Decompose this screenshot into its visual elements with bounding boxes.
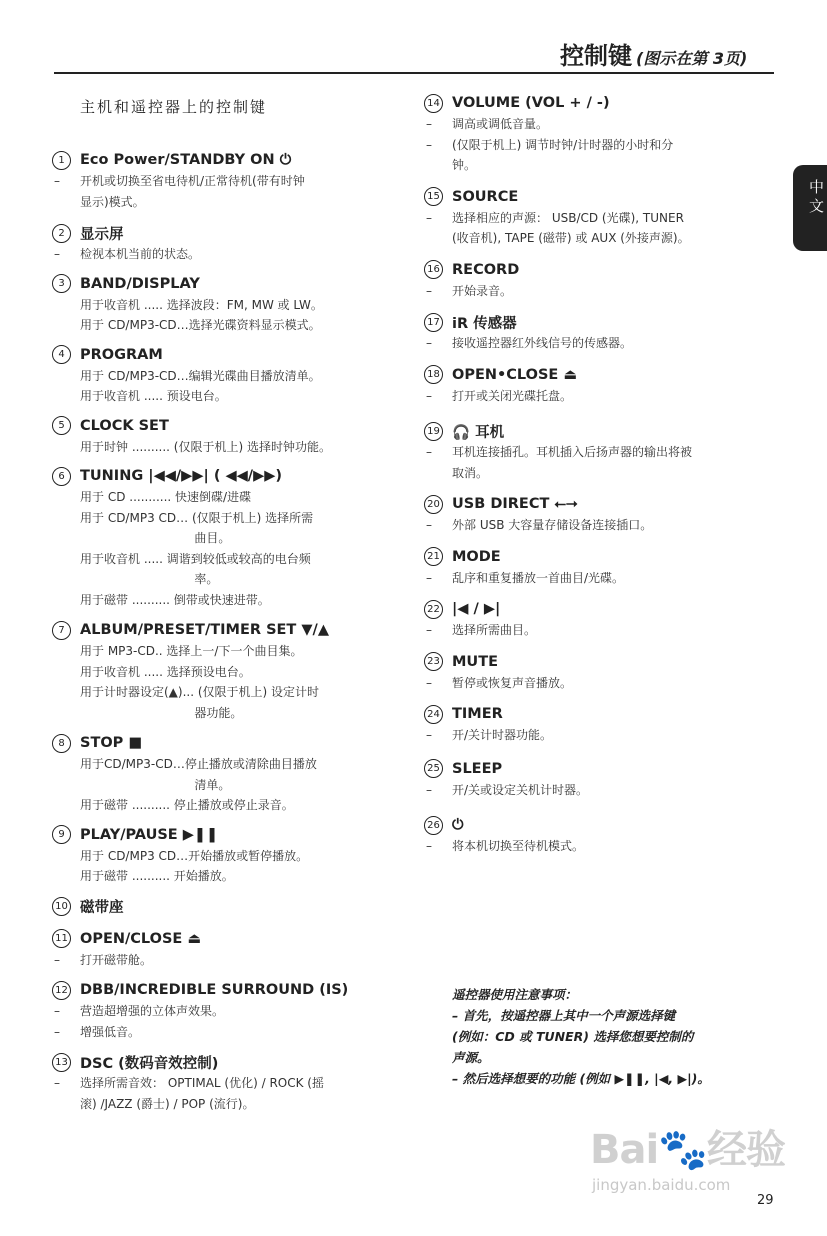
control-item-description bbox=[424, 114, 784, 176]
description-text: 曲目。 bbox=[80, 531, 231, 545]
description-text: 器功能。 bbox=[80, 705, 243, 720]
control-item-description bbox=[52, 437, 402, 458]
left-column bbox=[52, 96, 402, 1114]
control-item-name: 🎧 耳机 bbox=[452, 424, 505, 441]
control-item-description bbox=[424, 725, 784, 746]
control-item-title bbox=[52, 896, 402, 918]
item-number-badge: 13 bbox=[52, 1053, 71, 1072]
control-item-description bbox=[52, 244, 402, 265]
bullet-dash: – bbox=[54, 247, 60, 261]
watermark-logo: Bai🐾经验 bbox=[590, 1127, 786, 1173]
control-item-name: Eco Power/STANDBY ON ⏻ bbox=[80, 152, 292, 168]
description-text: 用于磁带 .......... 停止播放或停止录音。 bbox=[80, 798, 294, 812]
description-line bbox=[52, 641, 402, 662]
description-line bbox=[52, 437, 402, 458]
description-text: 调高或调低音量。 bbox=[452, 117, 549, 131]
control-item bbox=[424, 758, 784, 801]
section-title: 主机和遥控器上的控制键 bbox=[80, 98, 268, 116]
description-line bbox=[424, 780, 784, 801]
description-line bbox=[424, 155, 784, 176]
control-item-description bbox=[52, 754, 402, 816]
control-item-description bbox=[424, 673, 784, 694]
control-item-title bbox=[424, 186, 784, 208]
control-item-description bbox=[424, 620, 784, 641]
description-line bbox=[52, 295, 402, 316]
control-item-name: 显示屏 bbox=[80, 226, 124, 243]
control-item bbox=[424, 92, 784, 176]
control-item bbox=[52, 928, 402, 971]
remote-note-line: (例如：CD 或 TUNER) 选择您想要控制的 bbox=[452, 1029, 694, 1044]
item-number-badge: 25 bbox=[424, 759, 443, 778]
bullet-dash: – bbox=[426, 117, 432, 131]
control-item-name: PLAY/PAUSE ▶❚❚ bbox=[80, 826, 219, 843]
description-line bbox=[52, 754, 402, 775]
description-line bbox=[52, 590, 402, 611]
item-number-badge: 21 bbox=[424, 547, 443, 566]
description-line bbox=[52, 1001, 402, 1022]
control-item-title bbox=[424, 92, 784, 114]
description-line bbox=[424, 620, 784, 641]
description-line bbox=[424, 208, 784, 229]
control-item bbox=[52, 1051, 402, 1114]
header-subtitle: (图示在第 3页) bbox=[636, 49, 748, 68]
bullet-dash: – bbox=[426, 782, 432, 797]
description-text: 选择所需曲目。 bbox=[452, 623, 537, 637]
description-text: 用于 MP3-CD.. 选择上一/下一个曲目集。 bbox=[80, 644, 303, 658]
description-text: 用于磁带 .......... 开始播放。 bbox=[80, 869, 234, 883]
item-number-badge: 2 bbox=[52, 224, 71, 243]
description-text: 用于 CD ........... 快速倒碟/进碟 bbox=[80, 490, 252, 504]
left-item-list bbox=[52, 149, 402, 1114]
control-item-title bbox=[424, 546, 784, 568]
control-item-description bbox=[424, 442, 784, 483]
remote-note-line: – 首先，按遥控器上其中一个声源选择键 bbox=[452, 1008, 676, 1023]
item-number-badge: 15 bbox=[424, 187, 443, 206]
control-item-name: BAND/DISPLAY bbox=[80, 275, 200, 292]
description-text: 用于 CD/MP3 CD… (仅限于机上) 选择所需 bbox=[80, 510, 314, 525]
item-number-badge: 19 bbox=[424, 422, 443, 441]
item-number-badge: 5 bbox=[52, 416, 71, 435]
bullet-dash: – bbox=[426, 210, 432, 225]
description-line bbox=[52, 703, 402, 724]
control-item-name: ALBUM/PRESET/TIMER SET ▼/▲ bbox=[80, 622, 329, 638]
control-item-title bbox=[52, 465, 402, 487]
description-line bbox=[52, 192, 402, 213]
description-line bbox=[424, 673, 784, 694]
description-text: 用于 CD/MP3-CD…编辑光碟曲目播放清单。 bbox=[80, 368, 321, 383]
control-item-title bbox=[52, 222, 402, 244]
control-item bbox=[52, 896, 402, 918]
description-line bbox=[424, 114, 784, 135]
control-item bbox=[52, 732, 402, 816]
control-item-title bbox=[52, 273, 402, 295]
remote-note-line: 遥控器使用注意事项： bbox=[452, 987, 578, 1002]
control-item-description bbox=[424, 780, 784, 801]
description-text: 用于收音机 ..... 选择波段：FM, MW 或 LW。 bbox=[80, 297, 323, 312]
description-line bbox=[424, 442, 784, 463]
description-text: 滚) /JAZZ (爵士) / POP (流行)。 bbox=[80, 1096, 255, 1111]
item-number-badge: 6 bbox=[52, 467, 71, 486]
control-item-title bbox=[424, 420, 784, 442]
description-text: 检视本机当前的状态。 bbox=[80, 247, 201, 261]
bullet-dash: – bbox=[426, 445, 432, 459]
description-text: 用于收音机 ..... 选择预设电台。 bbox=[80, 664, 251, 679]
control-item-name: MUTE bbox=[452, 653, 498, 670]
control-item-name: MODE bbox=[452, 548, 501, 565]
control-item bbox=[52, 979, 402, 1042]
item-number-badge: 8 bbox=[52, 734, 71, 753]
control-item-name: SLEEP bbox=[452, 760, 503, 777]
control-item-name: VOLUME (VOL + / -) bbox=[452, 95, 610, 111]
control-item-name: DBB/INCREDIBLE SURROUND (IS) bbox=[80, 982, 349, 998]
bullet-dash: – bbox=[426, 137, 432, 152]
item-number-badge: 1 bbox=[52, 151, 71, 170]
bullet-dash: – bbox=[426, 623, 432, 637]
description-text: 接收遥控器红外线信号的传感器。 bbox=[452, 336, 633, 350]
control-item bbox=[424, 420, 784, 483]
control-item bbox=[424, 311, 784, 354]
description-line bbox=[424, 515, 784, 536]
control-item bbox=[424, 186, 784, 249]
control-item bbox=[52, 273, 402, 336]
description-line bbox=[52, 1094, 402, 1115]
description-text: 用于计时器设定(▲)... (仅限于机上) 设定计时 bbox=[80, 685, 320, 699]
item-number-badge: 22 bbox=[424, 600, 443, 619]
control-item-name: iR 传感器 bbox=[452, 315, 517, 332]
description-line bbox=[424, 228, 784, 249]
description-line bbox=[52, 682, 402, 703]
page-number: 29 bbox=[757, 1193, 774, 1208]
page-header bbox=[560, 36, 747, 71]
description-text: 用于收音机 ..... 调谐到较低或较高的电台频 bbox=[80, 551, 311, 566]
control-item-name: ⏻ bbox=[452, 817, 464, 833]
item-number-badge: 24 bbox=[424, 705, 443, 724]
description-text: 增强低音。 bbox=[80, 1024, 141, 1039]
control-item-description bbox=[52, 1001, 402, 1042]
description-text: 打开磁带舱。 bbox=[80, 952, 153, 967]
item-number-badge: 14 bbox=[424, 94, 443, 113]
control-item bbox=[424, 364, 784, 407]
control-item-description bbox=[52, 366, 402, 407]
bullet-dash: – bbox=[54, 952, 60, 967]
control-item-title bbox=[424, 311, 784, 333]
description-text: 清单。 bbox=[80, 777, 231, 792]
control-item-description bbox=[52, 171, 402, 212]
control-item-title bbox=[52, 824, 402, 846]
item-number-badge: 16 bbox=[424, 260, 443, 279]
description-line bbox=[52, 775, 402, 796]
description-text: 用于 CD/MP3-CD…选择光碟资料显示模式。 bbox=[80, 318, 321, 332]
description-text: 暂停或恢复声音播放。 bbox=[452, 675, 573, 690]
item-number-badge: 26 bbox=[424, 816, 443, 835]
description-line bbox=[52, 487, 402, 508]
control-item-name: TIMER bbox=[452, 706, 503, 722]
item-number-badge: 20 bbox=[424, 495, 443, 514]
description-text: 开机或切换至省电待机/正常待机(带有时钟 bbox=[80, 174, 305, 188]
description-line bbox=[52, 662, 402, 683]
item-number-badge: 17 bbox=[424, 313, 443, 332]
item-number-badge: 11 bbox=[52, 929, 71, 948]
bullet-dash: – bbox=[426, 388, 432, 403]
item-number-badge: 23 bbox=[424, 652, 443, 671]
bullet-dash: – bbox=[426, 283, 432, 298]
description-text: 用于收音机 ..... 预设电台。 bbox=[80, 389, 227, 403]
control-item-description bbox=[52, 641, 402, 723]
control-item-name: 磁带座 bbox=[80, 900, 124, 916]
bullet-dash: – bbox=[426, 839, 432, 853]
remote-note-line: 声源。 bbox=[452, 1050, 490, 1065]
control-item-title bbox=[52, 344, 402, 366]
bullet-dash: – bbox=[426, 675, 432, 690]
control-item bbox=[424, 259, 784, 302]
language-tab-label: 中文 bbox=[807, 179, 825, 217]
description-text: 耳机连接插孔。耳机插入后扬声器的输出将被 bbox=[452, 445, 693, 459]
control-item-name: CLOCK SET bbox=[80, 417, 169, 434]
right-column bbox=[424, 92, 784, 857]
description-text: 打开或关闭光碟托盘。 bbox=[452, 388, 573, 403]
control-item-name: STOP ■ bbox=[80, 735, 143, 751]
description-line bbox=[424, 463, 784, 484]
description-text: (收音机), TAPE (磁带) 或 AUX (外接声源)。 bbox=[452, 231, 690, 245]
control-item-title bbox=[424, 598, 784, 620]
control-item-name: |◀ / ▶| bbox=[452, 601, 501, 617]
control-item bbox=[52, 619, 402, 723]
description-text: 营造超增强的立体声效果。 bbox=[80, 1004, 225, 1018]
control-item bbox=[52, 824, 402, 887]
control-item bbox=[424, 703, 784, 746]
control-item bbox=[52, 149, 402, 212]
control-item-title bbox=[52, 149, 402, 171]
description-text: 将本机切换至待机模式。 bbox=[452, 839, 585, 853]
description-line bbox=[52, 846, 402, 867]
bullet-dash: – bbox=[426, 518, 432, 532]
description-text: 用于时钟 .......... (仅限于机上) 选择时钟功能。 bbox=[80, 439, 331, 454]
item-number-badge: 7 bbox=[52, 621, 71, 640]
bullet-dash: – bbox=[54, 1076, 60, 1090]
description-line bbox=[52, 1022, 402, 1043]
right-item-list bbox=[424, 92, 784, 857]
control-item-description bbox=[424, 836, 784, 857]
control-item-name: OPEN•CLOSE ⏏ bbox=[452, 366, 578, 383]
description-text: 率。 bbox=[80, 572, 219, 586]
control-item-title bbox=[52, 1051, 402, 1073]
control-item-description bbox=[424, 281, 784, 302]
control-item-description bbox=[52, 950, 402, 971]
description-line bbox=[52, 795, 402, 816]
control-item bbox=[424, 493, 784, 536]
language-tab bbox=[793, 165, 827, 251]
item-number-badge: 12 bbox=[52, 981, 71, 1000]
bullet-dash: – bbox=[54, 1024, 60, 1039]
remote-note-line: – 然后选择想要的功能 (例如 ▶❚❚, |◀, ▶|)。 bbox=[452, 1071, 710, 1086]
description-text: 钟。 bbox=[452, 158, 477, 172]
description-line bbox=[424, 281, 784, 302]
control-item-title bbox=[424, 651, 784, 673]
description-line bbox=[424, 333, 784, 354]
description-text: 用于CD/MP3-CD…停止播放或清除曲目播放 bbox=[80, 757, 317, 771]
control-item-description bbox=[424, 333, 784, 354]
description-text: 开始录音。 bbox=[452, 283, 513, 298]
control-item-title bbox=[424, 758, 784, 780]
bullet-dash: – bbox=[54, 1004, 60, 1018]
description-line bbox=[424, 568, 784, 589]
control-item-description bbox=[52, 487, 402, 610]
description-line bbox=[52, 508, 402, 529]
control-item-title bbox=[424, 493, 784, 515]
item-number-badge: 9 bbox=[52, 825, 71, 844]
control-item-title bbox=[424, 364, 784, 386]
bullet-dash: – bbox=[426, 336, 432, 350]
description-line bbox=[52, 549, 402, 570]
control-item-description bbox=[52, 1073, 402, 1114]
control-item-title bbox=[424, 259, 784, 281]
control-item-title bbox=[424, 814, 784, 836]
control-item bbox=[424, 651, 784, 694]
control-item-title bbox=[52, 979, 402, 1001]
description-line bbox=[52, 528, 402, 549]
description-line bbox=[424, 725, 784, 746]
description-text: 乱序和重复播放一首曲目/光碟。 bbox=[452, 570, 625, 585]
control-item-title bbox=[52, 732, 402, 754]
description-line bbox=[52, 171, 402, 192]
control-item-description bbox=[424, 568, 784, 589]
description-text: 选择相应的声源： USB/CD (光碟), TUNER bbox=[452, 210, 684, 225]
control-item bbox=[52, 465, 402, 610]
description-text: 取消。 bbox=[452, 465, 489, 480]
control-item bbox=[424, 814, 784, 857]
header-title: 控制键 bbox=[560, 42, 632, 70]
item-number-badge: 4 bbox=[52, 345, 71, 364]
description-line bbox=[52, 1073, 402, 1094]
control-item-name: PROGRAM bbox=[80, 346, 163, 363]
control-item bbox=[424, 546, 784, 589]
description-line bbox=[52, 569, 402, 590]
description-text: 显示)模式。 bbox=[80, 194, 145, 209]
control-item bbox=[424, 598, 784, 641]
control-item-name: RECORD bbox=[452, 261, 520, 278]
bullet-dash: – bbox=[54, 174, 60, 188]
control-item-description bbox=[52, 295, 402, 336]
control-item-title bbox=[52, 928, 402, 950]
description-text: 用于磁带 .......... 倒带或快速进带。 bbox=[80, 592, 270, 607]
description-line bbox=[52, 950, 402, 971]
description-line bbox=[52, 244, 402, 265]
item-number-badge: 3 bbox=[52, 274, 71, 293]
description-text: (仅限于机上) 调节时钟/计时器的小时和分 bbox=[452, 137, 674, 152]
description-line bbox=[424, 386, 784, 407]
control-item-description bbox=[424, 515, 784, 536]
description-line bbox=[424, 135, 784, 156]
watermark-url: jingyan.baidu.com bbox=[592, 1176, 731, 1194]
control-item-description bbox=[424, 208, 784, 249]
item-number-badge: 10 bbox=[52, 897, 71, 916]
remote-usage-note bbox=[452, 984, 782, 1089]
description-line bbox=[424, 836, 784, 857]
description-text: 开/关计时器功能。 bbox=[452, 728, 553, 742]
bullet-dash: – bbox=[426, 728, 432, 742]
control-item-title bbox=[52, 619, 402, 641]
description-line bbox=[52, 315, 402, 336]
control-item bbox=[52, 344, 402, 407]
control-item bbox=[52, 415, 402, 458]
description-text: 外部 USB 大容量存储设备连接插口。 bbox=[452, 518, 653, 532]
bullet-dash: – bbox=[426, 570, 432, 585]
item-number-badge: 18 bbox=[424, 365, 443, 384]
description-text: 开/关或设定关机计时器。 bbox=[452, 782, 589, 797]
control-item-name: TUNING |◀◀/▶▶| ( ◀◀/▶▶) bbox=[80, 468, 283, 484]
control-item-description bbox=[52, 846, 402, 887]
description-line bbox=[52, 866, 402, 887]
control-item-name: USB DIRECT ⭠⭢ bbox=[452, 496, 578, 512]
control-item bbox=[52, 222, 402, 265]
control-item-description bbox=[424, 386, 784, 407]
description-line bbox=[52, 386, 402, 407]
header-rule bbox=[54, 72, 774, 74]
control-item-name: SOURCE bbox=[452, 188, 519, 205]
description-text: 选择所需音效： OPTIMAL (优化) / ROCK (摇 bbox=[80, 1076, 324, 1090]
description-text: 用于 CD/MP3 CD…开始播放或暂停播放。 bbox=[80, 848, 309, 863]
control-item-title bbox=[52, 415, 402, 437]
description-line bbox=[52, 366, 402, 387]
control-item-name: DSC (数码音效控制) bbox=[80, 1055, 219, 1072]
control-item-name: OPEN/CLOSE ⏏ bbox=[80, 930, 202, 947]
control-item-title bbox=[424, 703, 784, 725]
